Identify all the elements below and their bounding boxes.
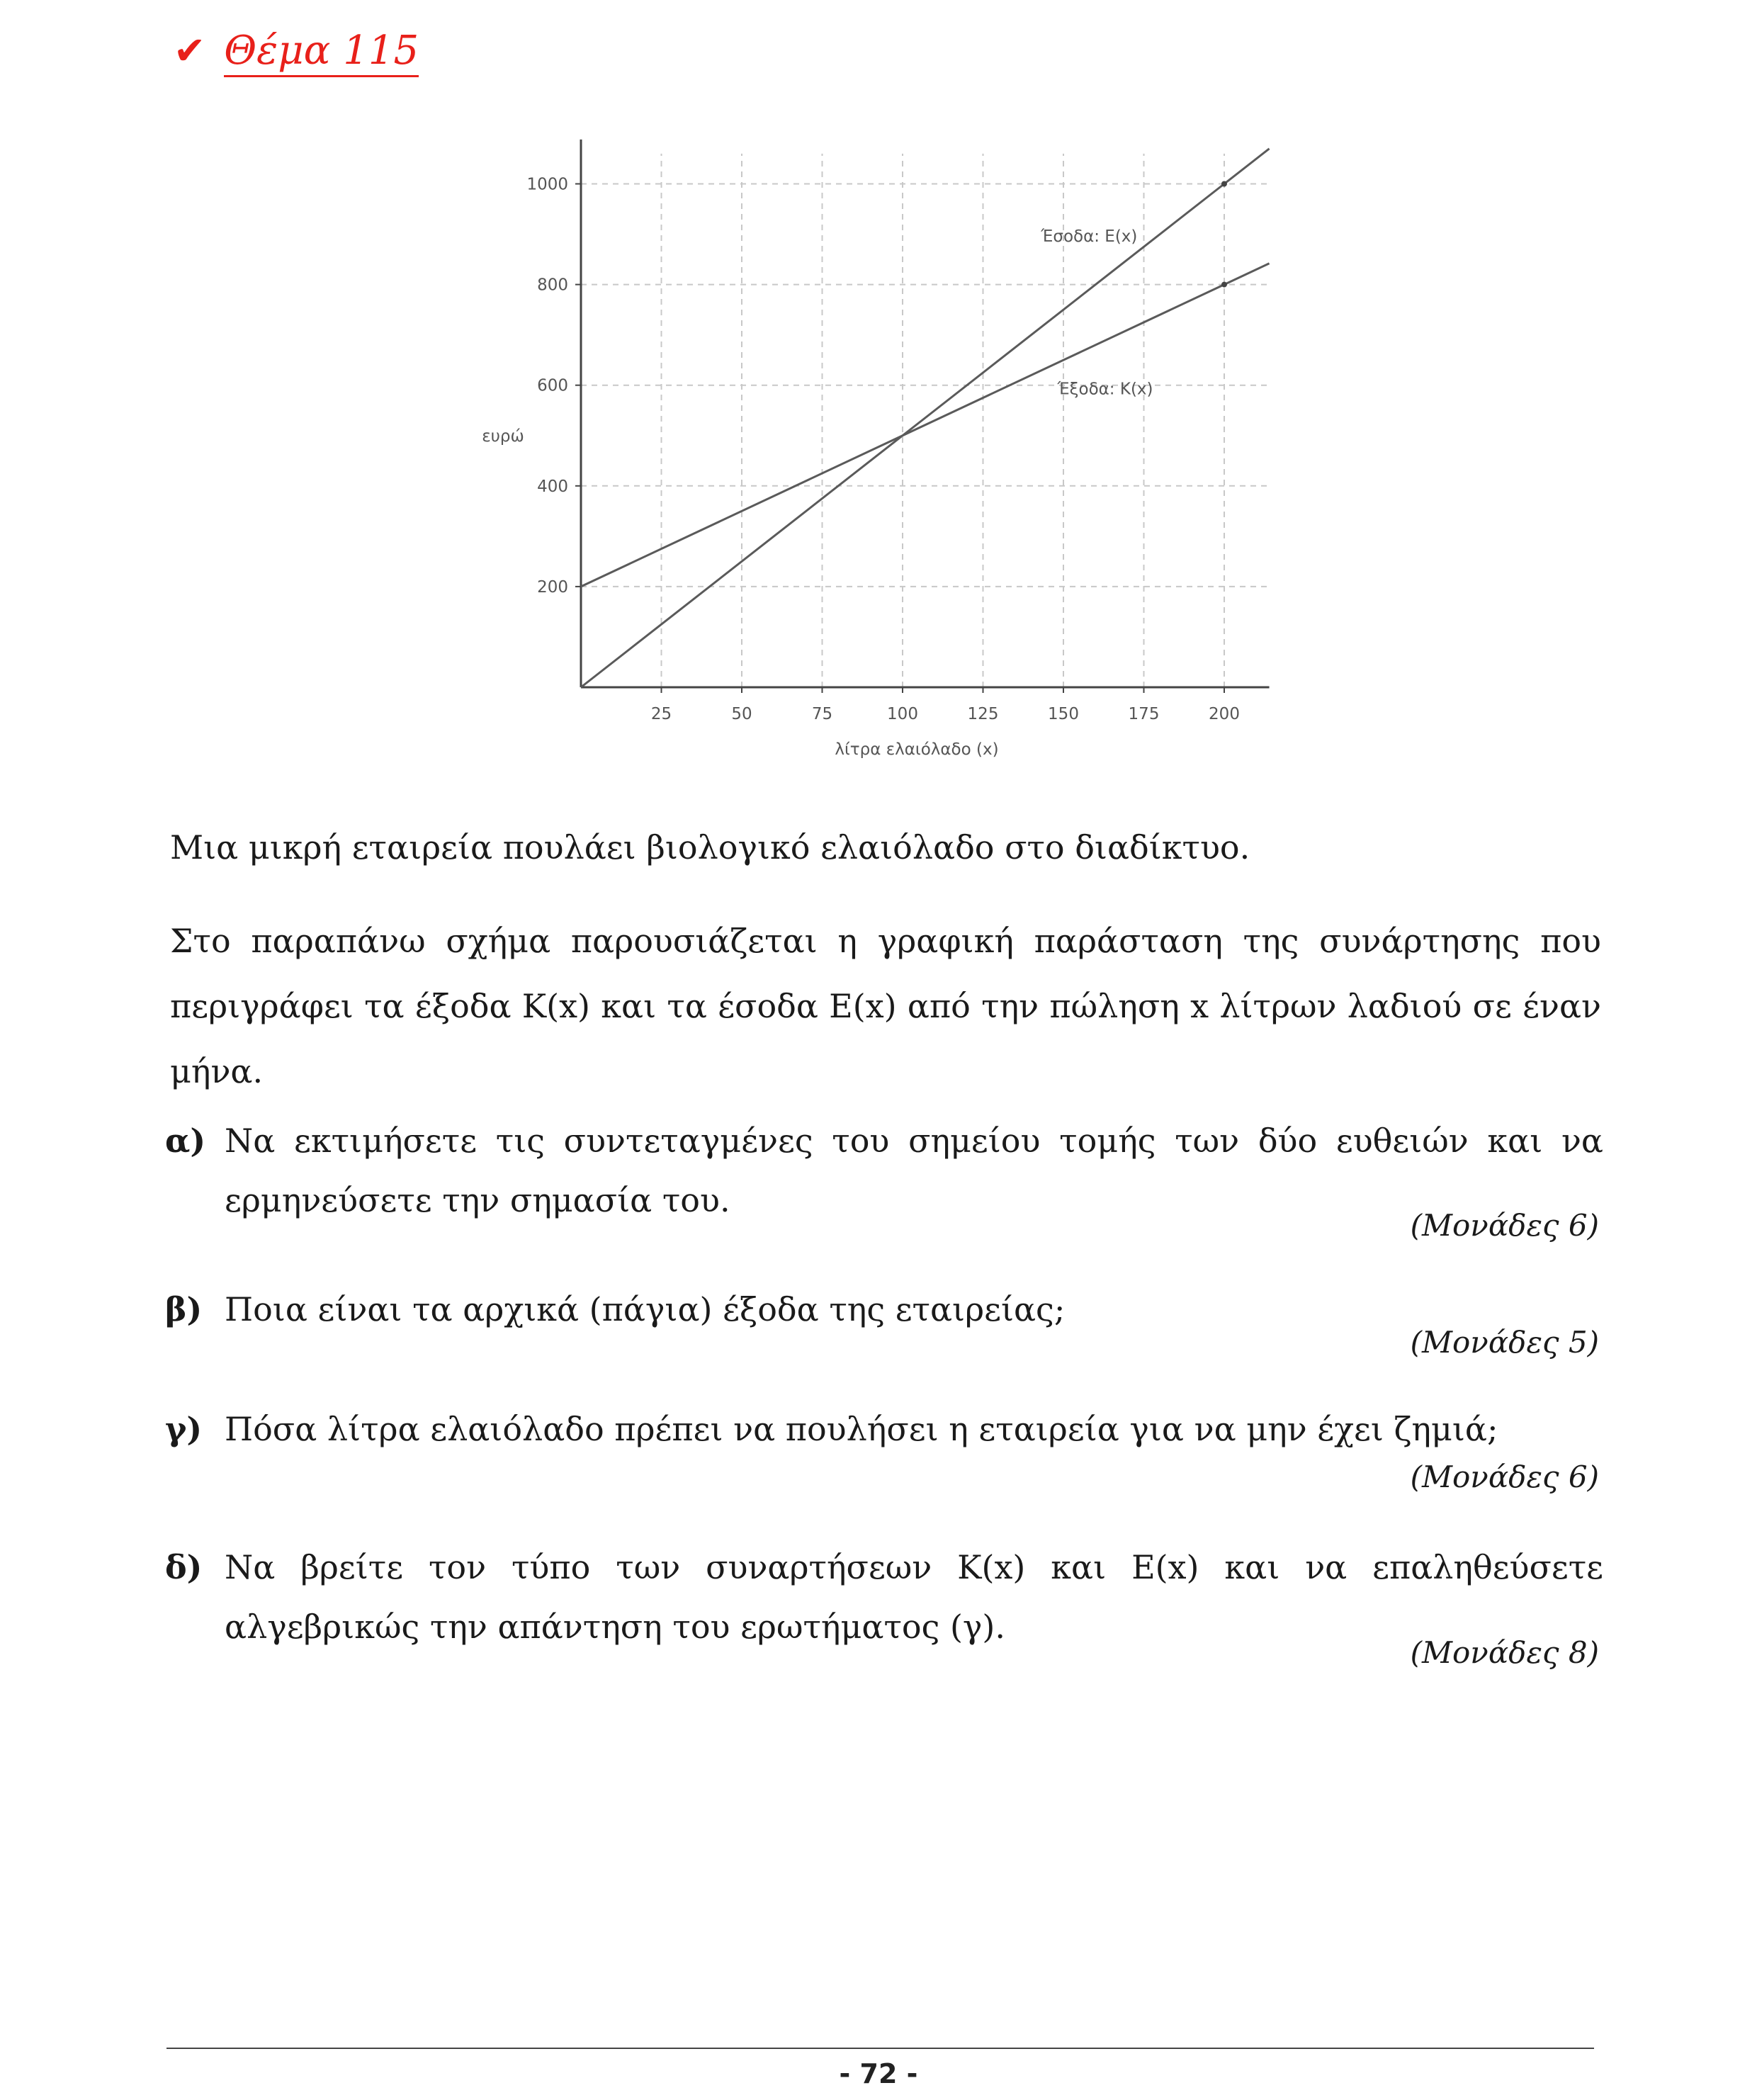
y-axis-label: ευρώ xyxy=(482,427,524,446)
series-label: Έσοδα: E(x) xyxy=(1041,227,1138,247)
marks-c: (Μονάδες 6) xyxy=(1410,1460,1599,1494)
question-b xyxy=(165,1280,1603,1339)
exercise-title-text: Θέμα 115 xyxy=(224,28,419,77)
footer-divider xyxy=(166,2048,1594,2049)
question-label: δ) xyxy=(165,1548,203,1586)
question-c xyxy=(165,1399,1603,1459)
marks-b: (Μονάδες 5) xyxy=(1410,1325,1599,1360)
check-mark-icon: ✔ xyxy=(174,28,206,73)
data-point xyxy=(1221,181,1227,187)
data-point xyxy=(1221,282,1227,288)
series-label: Έξοδα: K(x) xyxy=(1057,380,1153,399)
y-tick-label: 400 xyxy=(537,477,568,496)
question-text: Να βρείτε τον τύπο των συναρτήσεων K(x) και E(x) και να επαληθεύσετε αλγεβρικώς την απάντηση του ερωτήματος (γ). xyxy=(225,1548,1603,1646)
x-tick-label: 200 xyxy=(1209,705,1240,723)
page-number: - 72 - xyxy=(839,2058,918,2089)
y-tick-label: 1000 xyxy=(526,175,568,194)
x-axis-label: λίτρα ελαιόλαδο (x) xyxy=(835,740,999,759)
x-tick-label: 100 xyxy=(887,705,918,723)
exercise-title xyxy=(174,28,419,77)
y-tick-label: 600 xyxy=(537,376,568,395)
question-a xyxy=(165,1111,1603,1230)
x-tick-label: 150 xyxy=(1048,705,1079,723)
question-text: Να εκτιμήσετε τις συντεταγμένες του σημείου τομής των δύο ευθειών και να ερμηνεύσετε την σημασία του. xyxy=(225,1122,1603,1219)
y-tick-label: 800 xyxy=(537,276,568,295)
x-tick-label: 25 xyxy=(650,705,672,723)
y-tick-label: 200 xyxy=(537,577,568,597)
x-tick-label: 75 xyxy=(811,705,833,723)
question-d xyxy=(165,1537,1603,1656)
question-text: Πόσα λίτρα ελαιόλαδο πρέπει να πουλήσει η εταιρεία για να μην έχει ζημιά; xyxy=(225,1410,1498,1448)
question-label: γ) xyxy=(165,1410,203,1448)
x-tick-label: 125 xyxy=(967,705,999,723)
marks-a: (Μονάδες 6) xyxy=(1410,1208,1599,1243)
intro-paragraph-1: Μια μικρή εταιρεία πουλάει βιολογικό ελαιόλαδο στο διαδίκτυο. xyxy=(170,828,1250,866)
series-line xyxy=(581,264,1270,587)
line-chart xyxy=(468,128,1289,779)
series-line xyxy=(581,149,1270,687)
x-tick-label: 50 xyxy=(731,705,752,723)
intro-paragraph-2: Στο παραπάνω σχήμα παρουσιάζεται η γραφική παράσταση της συνάρτησης που περιγράφει τα έξοδα K(x) και τα έσοδα E(x) από την πώληση x λίτρων λαδιού σε έναν μήνα. xyxy=(170,922,1601,1090)
question-label: α) xyxy=(165,1122,206,1160)
marks-d: (Μονάδες 8) xyxy=(1410,1635,1599,1670)
x-tick-label: 175 xyxy=(1128,705,1160,723)
question-text: Ποια είναι τα αρχικά (πάγια) έξοδα της εταιρείας; xyxy=(225,1290,1066,1328)
question-label: β) xyxy=(165,1290,203,1328)
